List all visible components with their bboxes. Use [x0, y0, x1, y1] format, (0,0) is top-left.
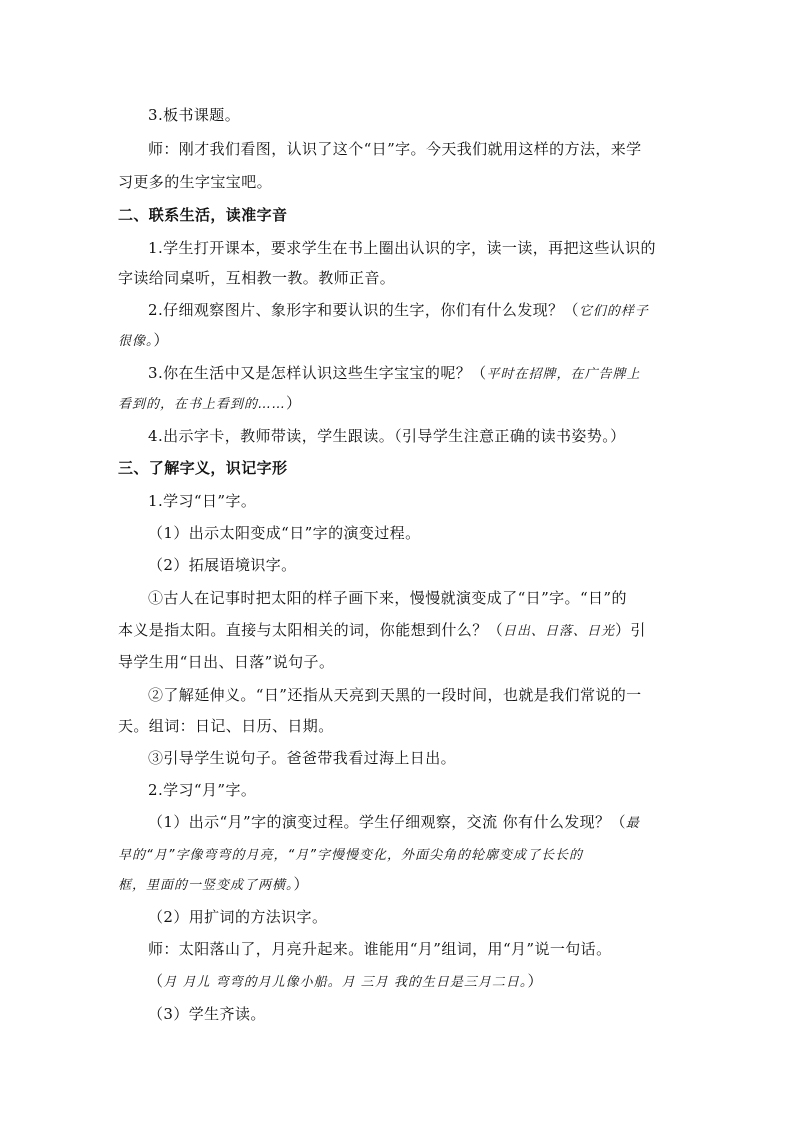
text-line — [118, 650, 678, 674]
text-line — [118, 842, 678, 868]
answer-note: 日出、日落、日光 — [503, 624, 616, 639]
text-line — [148, 969, 678, 995]
text-line — [148, 778, 678, 802]
text: 2.仔细观察图片、象形字和要认识的生字，你们有什么发现？（ — [148, 301, 579, 319]
text: 3.板书课题。 — [148, 106, 241, 124]
text-line — [148, 746, 678, 770]
answer-note: 很像。 — [118, 334, 154, 349]
text-line — [148, 137, 678, 161]
answer-note: 早的“月”字像弯弯的月亮，“月”字慢慢变化，外面尖角的轮廓变成了长长的 — [118, 848, 583, 863]
section-heading — [118, 456, 678, 480]
text-line — [148, 103, 678, 127]
heading-text: 二、联系生活，读准字音 — [118, 206, 288, 224]
text: （2）用扩词的方法识字。 — [148, 908, 328, 926]
text-line — [118, 266, 678, 290]
text-line — [148, 586, 678, 610]
section-heading — [118, 203, 678, 227]
answer-note: 框，里面的一竖变成了两横。 — [118, 878, 294, 893]
text: （1）出示太阳变成“日”字的演变过程。 — [148, 524, 421, 542]
text-line — [148, 905, 678, 929]
text: ③引导学生说句子。爸爸带我看过海上日出。 — [148, 749, 457, 767]
text-line — [118, 328, 678, 354]
text-line — [118, 714, 678, 738]
text-line — [118, 170, 678, 194]
text: ） — [293, 875, 309, 893]
answer-note: 它们的样子 — [578, 304, 649, 319]
text-line — [148, 683, 678, 707]
text: ） — [286, 394, 302, 412]
answer-note: 最 — [625, 816, 640, 831]
text-line — [148, 937, 678, 961]
text: ）引 — [615, 621, 646, 639]
text-line — [148, 298, 678, 324]
text: 本义是指太阳。直接与太阳相关的词，你能想到什么？（ — [118, 621, 504, 639]
text-line — [148, 1002, 678, 1026]
answer-note: 看到的，在书上看到的…… — [118, 397, 287, 412]
text-line — [148, 424, 678, 448]
answer-note: 平时在招牌，在广告牌上 — [486, 367, 641, 382]
text-line — [148, 361, 678, 387]
text: 师：刚才我们看图，认识了这个“日”字。今天我们就用这样的方法，来学 — [148, 140, 642, 158]
text: ②了解延伸义。“日”还指从天亮到天黑的一段时间，也就是我们常说的一 — [148, 686, 642, 704]
text: 4.出示字卡，教师带读，学生跟读。（引导学生注意正确的读书姿势。） — [148, 427, 626, 445]
text: 习更多的生字宝宝吧。 — [118, 173, 273, 191]
text: 3.你在生活中又是怎样认识这些生字宝宝的呢？（ — [148, 364, 487, 382]
text: ①古人在记事时把太阳的样子画下来，慢慢就演变成了“日”字。“日”的 — [148, 589, 627, 607]
text: （2）拓展语境识字。 — [148, 556, 297, 574]
text: 2.学习“月”字。 — [148, 781, 257, 799]
text: （1）出示“月”字的演变过程。学生仔细观察，交流 你有什么发现？（ — [148, 813, 626, 831]
text-line — [118, 618, 678, 644]
text-line — [118, 391, 678, 417]
text: ） — [153, 331, 169, 349]
text-line — [148, 553, 678, 577]
text: 天。组词：日记、日历、日期。 — [118, 717, 334, 735]
text-line — [148, 236, 678, 260]
text: 导学生用“日出、日落”说句子。 — [118, 653, 335, 671]
text-line — [148, 521, 678, 545]
text: （ — [148, 972, 164, 990]
text: 1.学习“日”字。 — [148, 492, 257, 510]
text: 1.学生打开课本，要求学生在书上圈出认识的字，读一读，再把这些认识的 — [148, 239, 656, 257]
heading-text: 三、了解字义，识记字形 — [118, 459, 288, 477]
text: ） — [527, 972, 543, 990]
text-line — [148, 489, 678, 513]
text: （3）学生齐读。 — [148, 1005, 266, 1023]
answer-note: 月 月儿 弯弯的月儿像小船。月 三月 我的生日是三月二日。 — [163, 975, 528, 990]
text: 字读给同桌听，互相教一教。教师正音。 — [118, 269, 396, 287]
text: 师：太阳落山了，月亮升起来。谁能用“月”组词，用“月”说一句话。 — [148, 940, 612, 958]
text-line — [148, 810, 678, 836]
text-line — [118, 872, 678, 898]
